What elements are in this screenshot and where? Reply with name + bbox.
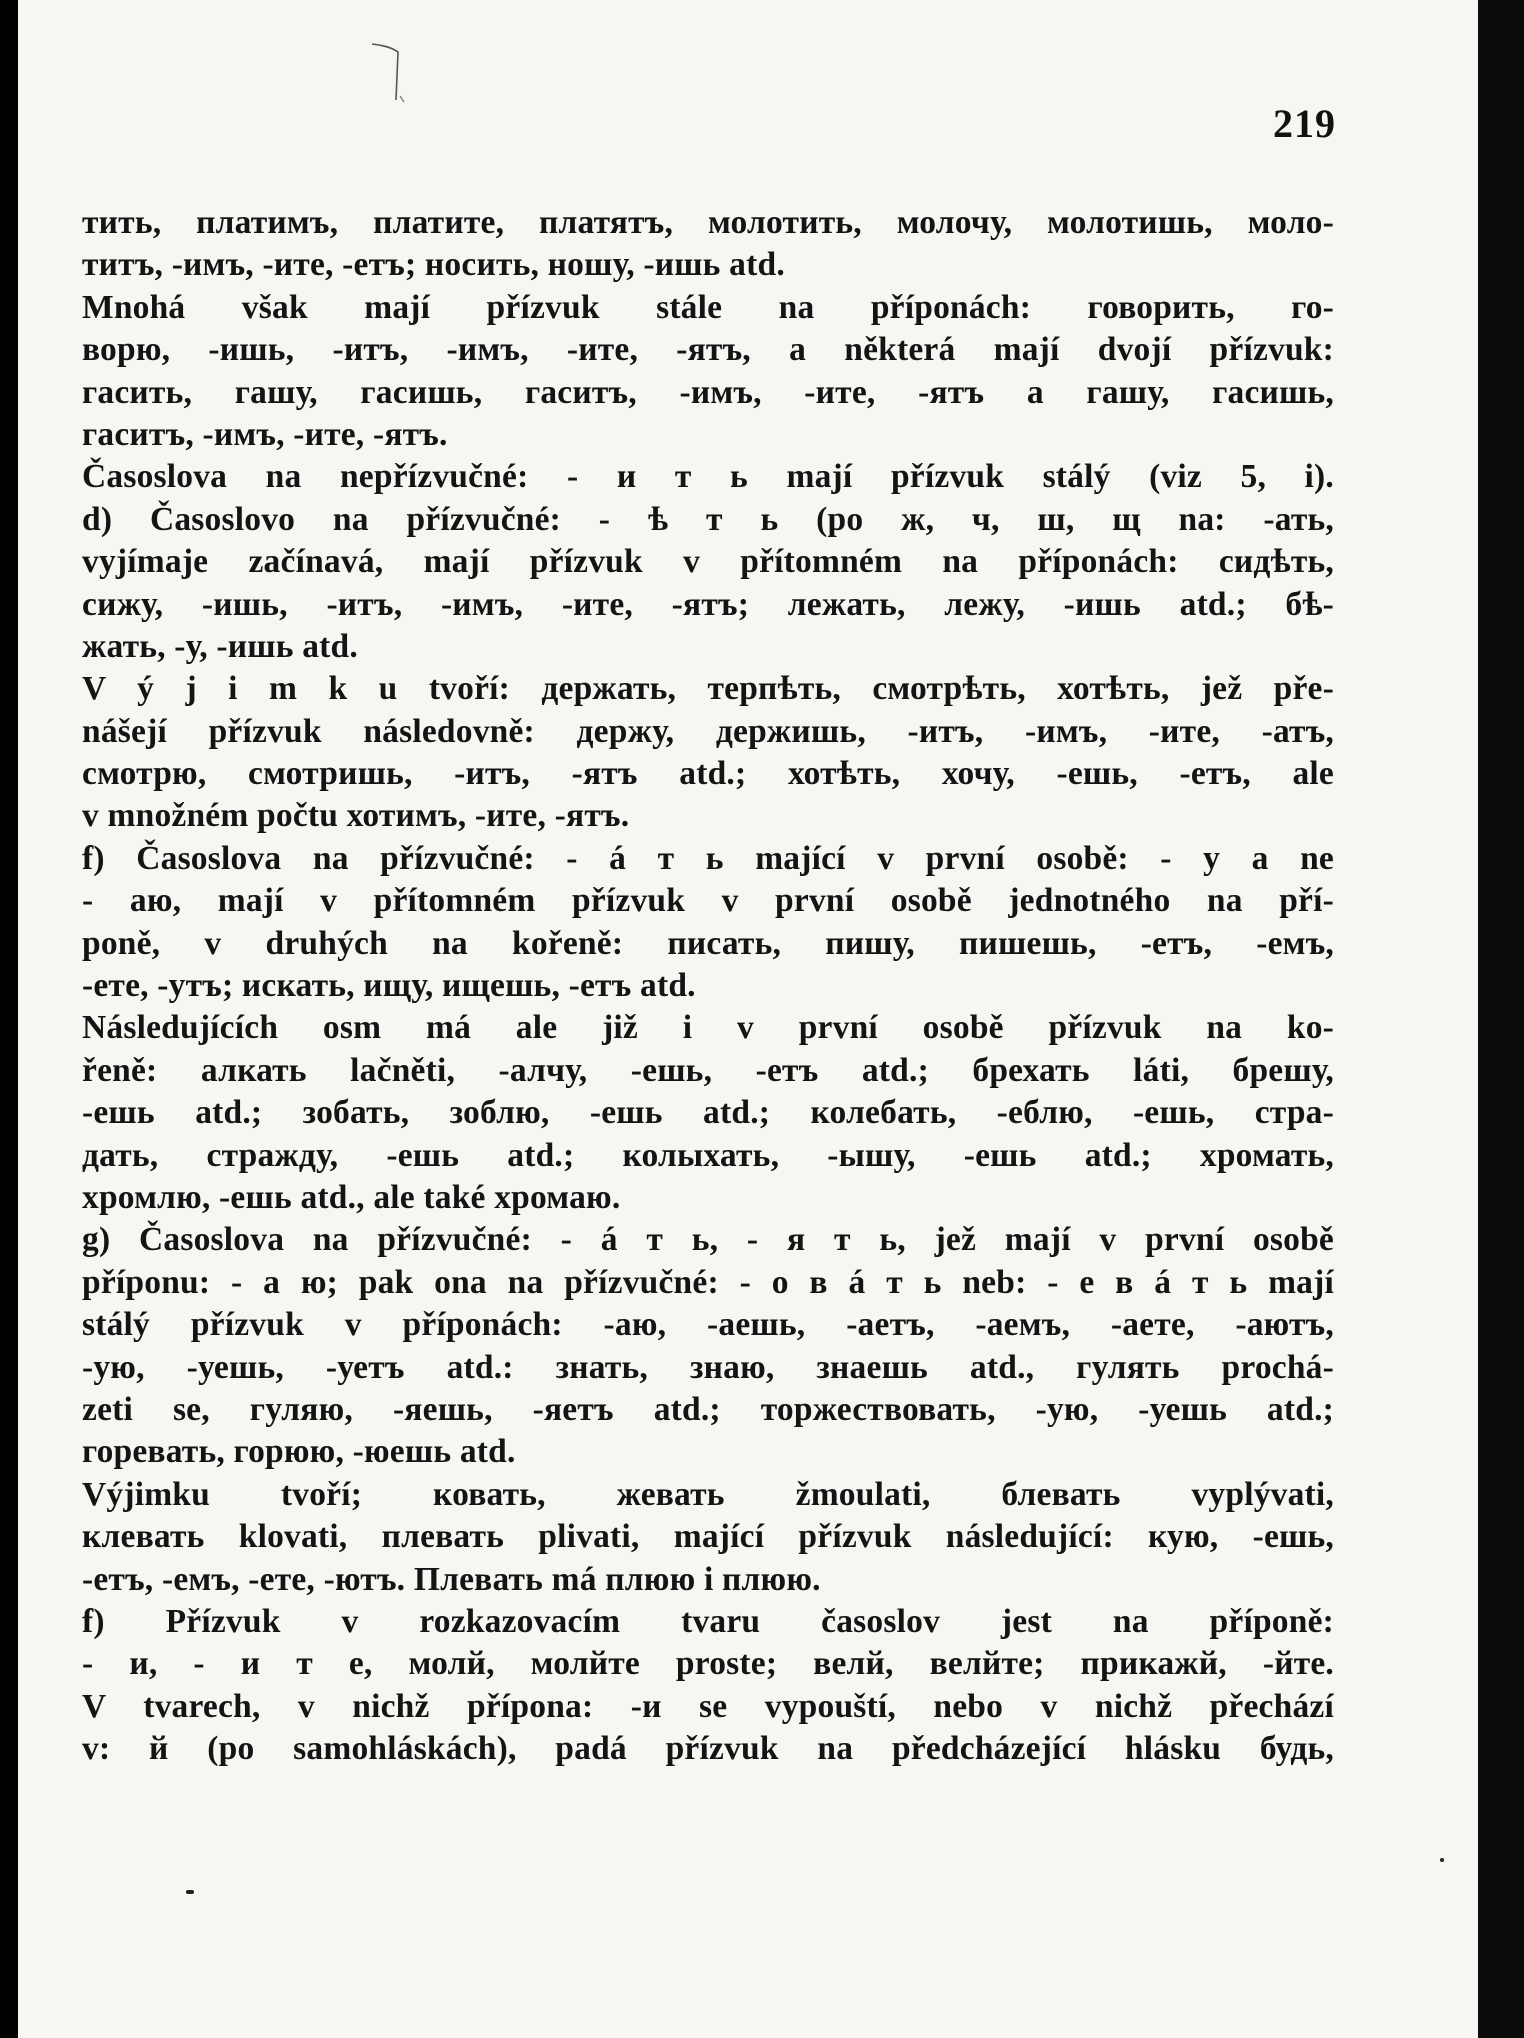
text-line: nášejí přízvuk následovně: держу, держишь, -итъ, -имъ, -ите, -атъ,	[82, 712, 1334, 750]
text-line: - и, - и т е, молй, молйте proste; велй, велйте; прикажй, -йте.	[82, 1645, 1334, 1683]
text-line: d) Časoslovo na přízvučné: - ѣ т ь (po ж, ч, ш, щ na: -ать,	[82, 500, 1334, 538]
text-line: гасить, гашу, гасишь, гаситъ, -имъ, -ите, -ятъ a гашу, гасишь,	[82, 373, 1334, 411]
text-line: -ешь atd.; зобать, зоблю, -ешь atd.; колебать, -еблю, -ешь, стра-	[82, 1094, 1334, 1132]
text-line: дать, стражду, -ешь atd.; колыхать, -ышу, -ешь atd.; хромать,	[82, 1136, 1334, 1174]
text-line: ворю, -ишь, -итъ, -имъ, -ите, -ятъ, a některá mají dvojí přízvuk:	[82, 331, 1334, 369]
scan-edge	[1478, 0, 1524, 2038]
text-line: Následujících osm má ale již i v první osobě přízvuk na ko-	[82, 1009, 1334, 1047]
body-text	[82, 202, 1334, 1770]
text-line: смотрю, смотришь, -итъ, -ятъ atd.; хотѣть, хочу, -ешь, -етъ, ale	[82, 755, 1334, 793]
text-line: тить, платимъ, платите, платятъ, молотить, молочу, молотишь, моло-	[82, 204, 1334, 241]
text-line: příponu: - а ю; pak ona na přízvučné: - o в á т ь neb: - е в á т ь mají	[82, 1263, 1334, 1301]
text-line: гаситъ, -имъ, -ите, -ятъ.	[82, 415, 448, 453]
text-line: zeti se, гуляю, -яешь, -яетъ atd.; торжествовать, -ую, -уешь atd.;	[82, 1390, 1334, 1428]
text-line: -етъ, -емъ, -ете, -ютъ. Плевать má плюю i плюю.	[82, 1560, 821, 1598]
text-line: poně, v druhých na kořeně: писать, пишу, пишешь, -етъ, -емъ,	[82, 924, 1334, 962]
text-line: Časoslova na nepřízvučné: - и т ь mají přízvuk stálý (viz 5, i).	[82, 458, 1334, 496]
ink-speck	[186, 1890, 194, 1894]
text-line: v množném počtu хотимъ, -ите, -ятъ.	[82, 797, 630, 835]
text-line: V ý j i m k u tvoří: держать, терпѣть, смотрѣть, хотѣть, jež pře-	[82, 670, 1334, 708]
text-line: -ую, -уешь, -уетъ atd.: знать, знаю, знаешь atd., гулять prochá-	[82, 1348, 1334, 1386]
text-line: V tvarech, v nichž přípona: -и se vypouští, nebo v nichž přechází	[82, 1687, 1334, 1725]
page-number: 219	[1273, 101, 1336, 146]
text-line: - аю, mají v přítomném přízvuk v první osobě jednotného na pří-	[82, 882, 1334, 920]
text-line: v: й (po samohláskách), padá přízvuk na předcházející hlásku будь,	[82, 1730, 1334, 1768]
text-line: f) Přízvuk v rozkazovacím tvaru časoslov jest na příponě:	[82, 1602, 1334, 1640]
text-line: клевать klovati, плевать plivati, mající přízvuk následující: кую, -ешь,	[82, 1518, 1334, 1556]
text-line: сижу, -ишь, -итъ, -имъ, -ите, -ятъ; лежать, лежу, -ишь atd.; бѣ-	[82, 585, 1334, 623]
pencil-mark	[370, 40, 430, 110]
text-line: g) Časoslova na přízvučné: - á т ь, - я т ь, jež mají v první osobě	[82, 1221, 1334, 1259]
text-line: титъ, -имъ, -ите, -етъ; носить, ношу, -ишь atd.	[82, 246, 785, 284]
text-line: хромлю, -ешь atd., ale také хромаю.	[82, 1178, 621, 1216]
text-line: горевать, горюю, -юешь atd.	[82, 1433, 516, 1471]
text-line: řeně: алкать lačněti, -алчу, -ешь, -етъ atd.; брехать láti, брешу,	[82, 1051, 1334, 1089]
text-line: f) Časoslova na přízvučné: - á т ь mající v první osobě: - у a ne	[82, 839, 1334, 877]
text-line: Mnohá však mají přízvuk stále na příponách: говорить, го-	[82, 288, 1334, 326]
text-line: жать, -у, -ишь atd.	[82, 627, 358, 665]
text-line: -ете, -утъ; искать, ищу, ищешь, -етъ atd.	[82, 967, 696, 1005]
text-line: stálý přízvuk v příponách: -аю, -аешь, -аетъ, -аемъ, -аете, -аютъ,	[82, 1306, 1334, 1344]
text-line: vyjímaje začínavá, mají přízvuk v přítomném na příponách: сидѣть,	[82, 543, 1334, 581]
ink-speck	[1440, 1858, 1444, 1862]
text-line: Výjimku tvoří; ковать, жевать žmoulati, блевать vyplývati,	[82, 1475, 1334, 1513]
